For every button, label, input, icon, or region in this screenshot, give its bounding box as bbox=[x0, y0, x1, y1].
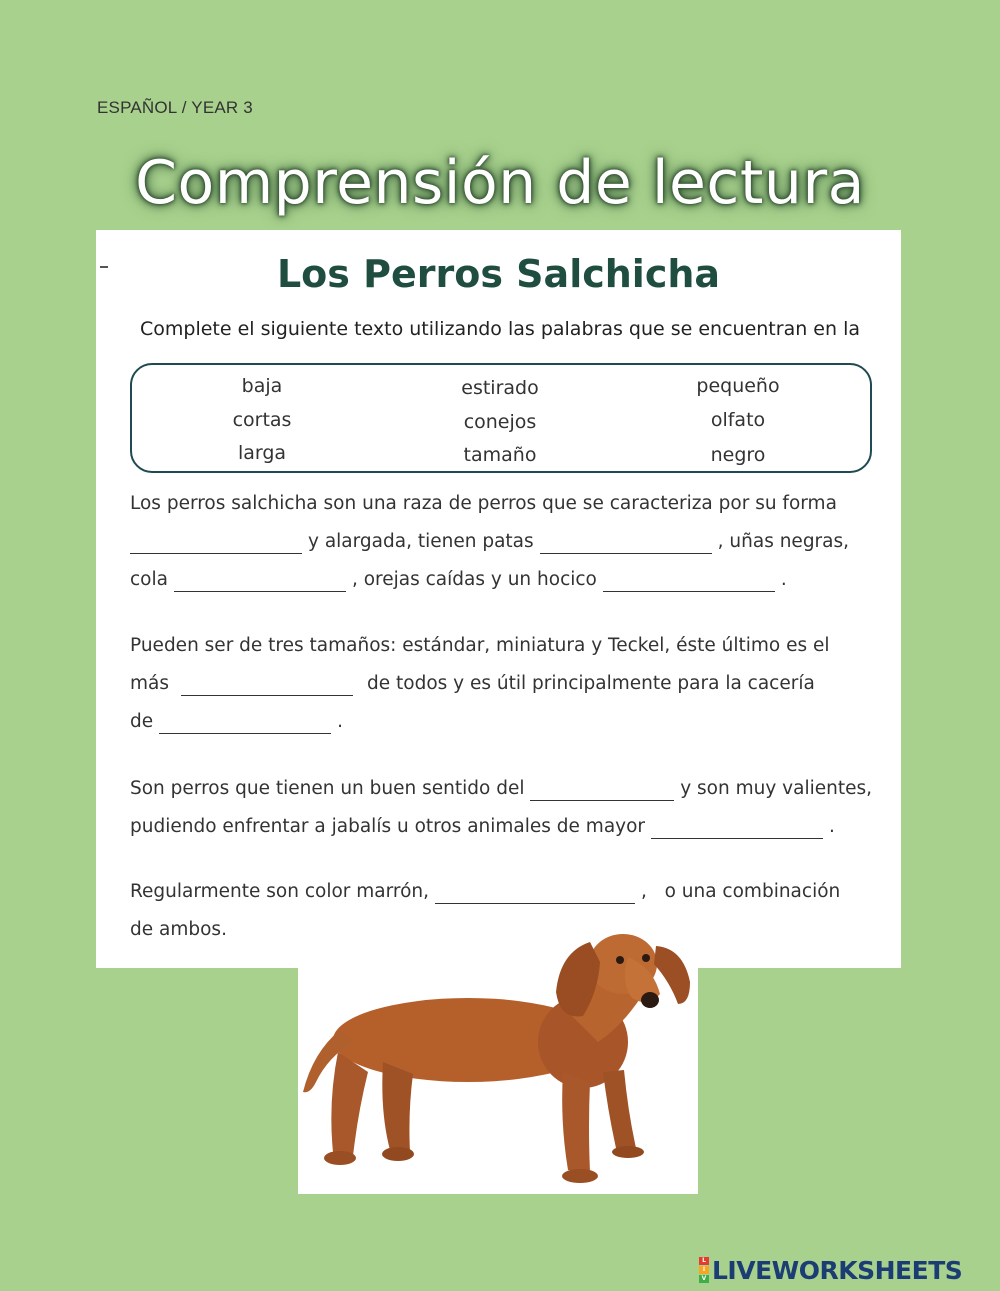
word-bank-item: pequeño bbox=[696, 375, 780, 397]
blank-input[interactable] bbox=[159, 715, 331, 734]
word-bank bbox=[130, 363, 872, 473]
subject-label: ESPAÑOL / YEAR 3 bbox=[97, 98, 253, 117]
worksheet-sheet bbox=[96, 230, 901, 968]
paragraph-text: , uñas negras, bbox=[717, 531, 850, 552]
worksheet-title: Los Perros Salchicha bbox=[276, 252, 721, 296]
blank-input[interactable] bbox=[530, 782, 674, 801]
word-bank-item: negro bbox=[710, 444, 766, 466]
paragraph-text: y alargada, tienen patas bbox=[308, 531, 534, 552]
instruction-text: Complete el siguiente texto utilizando las palabras que se encuentran en la bbox=[140, 318, 860, 340]
word-bank-item: tamaño bbox=[463, 444, 537, 466]
paragraph-text: pudiendo enfrentar a jabalís u otros animales de mayor bbox=[130, 816, 646, 837]
paragraph-text: Pueden ser de tres tamaños: estándar, miniatura y Teckel, éste último es el bbox=[130, 635, 830, 656]
word-bank-item: cortas bbox=[232, 409, 292, 431]
paragraph-text: de todos y es útil principalmente para la cacería bbox=[367, 673, 815, 694]
page-title: Comprensión de lectura bbox=[135, 148, 865, 218]
word-bank-item: olfato bbox=[710, 409, 766, 431]
blank-input[interactable] bbox=[651, 820, 823, 839]
blank-input[interactable] bbox=[435, 885, 635, 904]
paragraph-text: Regularmente son color marrón, bbox=[130, 881, 430, 902]
word-bank-item: conejos bbox=[463, 411, 537, 433]
blank-input[interactable] bbox=[174, 573, 346, 592]
paragraph-text: de bbox=[130, 711, 154, 732]
liveworksheets-logo bbox=[699, 1255, 962, 1285]
paragraph-text: . bbox=[337, 711, 344, 732]
dachshund-image bbox=[298, 912, 698, 1194]
paragraph-text: Son perros que tienen un buen sentido del bbox=[130, 778, 525, 799]
scan-mark bbox=[100, 266, 108, 268]
paragraph-text: más bbox=[130, 673, 169, 694]
logo-text: LIVEWORKSHEETS bbox=[712, 1255, 963, 1285]
blank-input[interactable] bbox=[130, 535, 302, 554]
word-bank-item: baja bbox=[241, 375, 283, 397]
paragraph-text: . bbox=[780, 569, 787, 590]
paragraph-text: de ambos. bbox=[130, 919, 227, 940]
word-bank-item: larga bbox=[237, 442, 287, 464]
paragraph-text: y son muy valientes, bbox=[680, 778, 872, 799]
paragraph-text: , o una combinación bbox=[641, 881, 841, 902]
word-bank-item: estirado bbox=[461, 377, 539, 399]
paragraph-text: cola bbox=[130, 569, 168, 590]
paragraph-text: Los perros salchicha son una raza de perros que se caracteriza por su forma bbox=[130, 493, 837, 514]
blank-input[interactable] bbox=[540, 535, 712, 554]
paragraph-text: , orejas caídas y un hocico bbox=[351, 569, 597, 590]
logo-mark-icon: L I V bbox=[699, 1257, 709, 1284]
blank-input[interactable] bbox=[603, 573, 775, 592]
paragraph-text: . bbox=[829, 816, 835, 837]
blank-input[interactable] bbox=[181, 677, 353, 696]
